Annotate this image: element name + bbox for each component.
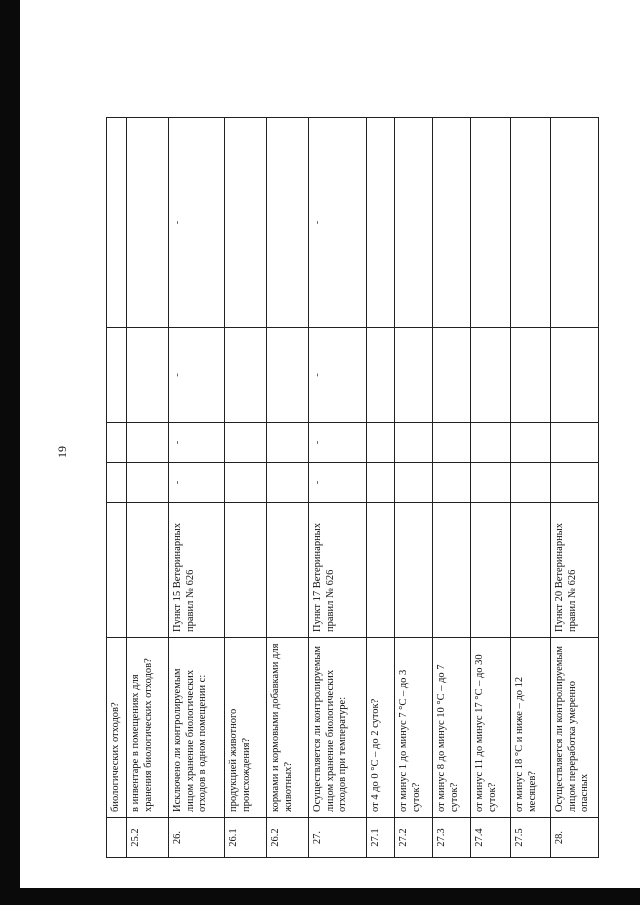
scan-edge-left (0, 0, 20, 890)
table-row (266, 118, 308, 858)
row-norm-reference (107, 503, 127, 638)
row-note (107, 118, 127, 328)
row-answer-na (107, 328, 127, 423)
row-number: 27.1 (366, 818, 394, 858)
row-question: от минус 11 до минус 17 °С – до 30 суток? (470, 638, 510, 818)
row-note (510, 118, 550, 328)
page-number: 19 (55, 446, 69, 458)
checklist-rows (107, 118, 599, 858)
row-note (224, 118, 266, 328)
row-number: 25.2 (126, 818, 168, 858)
row-note (432, 118, 470, 328)
row-question: кормами и кормовыми добавками для животных? (266, 638, 308, 818)
row-note: - (168, 118, 224, 328)
row-answer-yes (510, 463, 550, 503)
row-answer-yes (394, 463, 432, 503)
row-answer-na: - (308, 328, 366, 423)
row-answer-no (107, 423, 127, 463)
table-row (107, 118, 127, 858)
row-question: продукцией животного происхождения? (224, 638, 266, 818)
row-answer-na (266, 328, 308, 423)
row-answer-no (224, 423, 266, 463)
row-norm-reference (266, 503, 308, 638)
row-number: 26.1 (224, 818, 266, 858)
row-number: 27. (308, 818, 366, 858)
row-note (126, 118, 168, 328)
table-row (308, 118, 366, 858)
row-norm-reference (470, 503, 510, 638)
scan-edge-bottom (0, 888, 640, 905)
table-row (126, 118, 168, 858)
row-note (470, 118, 510, 328)
row-question: от 4 до 0 °С – до 2 суток? (366, 638, 394, 818)
row-note: - (308, 118, 366, 328)
row-question: от минус 8 до минус 10 °С – до 7 суток? (432, 638, 470, 818)
row-answer-na (224, 328, 266, 423)
row-answer-no (470, 423, 510, 463)
row-answer-no (510, 423, 550, 463)
row-number: 27.4 (470, 818, 510, 858)
table-row (550, 118, 598, 858)
table-row (394, 118, 432, 858)
table-row (470, 118, 510, 858)
row-answer-yes (107, 463, 127, 503)
row-answer-no (126, 423, 168, 463)
row-number: 28. (550, 818, 598, 858)
row-number: 27.3 (432, 818, 470, 858)
row-answer-yes (266, 463, 308, 503)
row-question: Осуществляется ли контролируемым лицом переработка умеренно опасных (550, 638, 598, 818)
table-row (366, 118, 394, 858)
row-question: в инвентаре в помещениях для хранения биологических отходов? (126, 638, 168, 818)
row-answer-no (394, 423, 432, 463)
checklist-table (106, 117, 599, 858)
row-answer-na (432, 328, 470, 423)
row-question: Осуществляется ли контролируемым лицом хранение биологических отходов при температуре: (308, 638, 366, 818)
row-answer-na (394, 328, 432, 423)
row-note (394, 118, 432, 328)
row-answer-yes: - (308, 463, 366, 503)
row-question: от минус 18 °С и ниже – до 12 месяцев? (510, 638, 550, 818)
row-answer-na (126, 328, 168, 423)
row-number: 26.2 (266, 818, 308, 858)
table-row (510, 118, 550, 858)
row-answer-na: - (168, 328, 224, 423)
row-question: биологических отходов? (107, 638, 127, 818)
row-answer-na (366, 328, 394, 423)
row-answer-yes (126, 463, 168, 503)
row-note (366, 118, 394, 328)
row-answer-no (266, 423, 308, 463)
checklist-table-rotated (106, 118, 591, 858)
row-answer-yes: - (168, 463, 224, 503)
row-number: 27.2 (394, 818, 432, 858)
row-answer-na (550, 328, 598, 423)
row-number: 27.5 (510, 818, 550, 858)
row-number: 26. (168, 818, 224, 858)
row-norm-reference: Пункт 17 Ветеринарных правил № 626 (308, 503, 366, 638)
row-answer-no: - (308, 423, 366, 463)
table-row (168, 118, 224, 858)
row-norm-reference: Пункт 20 Ветеринарных правил № 626 (550, 503, 598, 638)
row-answer-yes (470, 463, 510, 503)
table-row (432, 118, 470, 858)
row-number (107, 818, 127, 858)
row-norm-reference (224, 503, 266, 638)
row-answer-na (510, 328, 550, 423)
row-answer-no: - (168, 423, 224, 463)
row-answer-yes (224, 463, 266, 503)
row-question: Исключено ли контролируемым лицом хранение биологических отходов в одном помещении с: (168, 638, 224, 818)
row-note (266, 118, 308, 328)
row-norm-reference (510, 503, 550, 638)
row-norm-reference (432, 503, 470, 638)
row-norm-reference (126, 503, 168, 638)
row-answer-no (366, 423, 394, 463)
row-answer-no (550, 423, 598, 463)
row-norm-reference: Пункт 15 Ветеринарных правил № 626 (168, 503, 224, 638)
row-answer-yes (550, 463, 598, 503)
row-norm-reference (366, 503, 394, 638)
row-answer-na (470, 328, 510, 423)
row-note (550, 118, 598, 328)
row-question: от минус 1 до минус 7 °С – до 3 суток? (394, 638, 432, 818)
row-answer-yes (432, 463, 470, 503)
row-norm-reference (394, 503, 432, 638)
row-answer-no (432, 423, 470, 463)
row-answer-yes (366, 463, 394, 503)
table-row (224, 118, 266, 858)
